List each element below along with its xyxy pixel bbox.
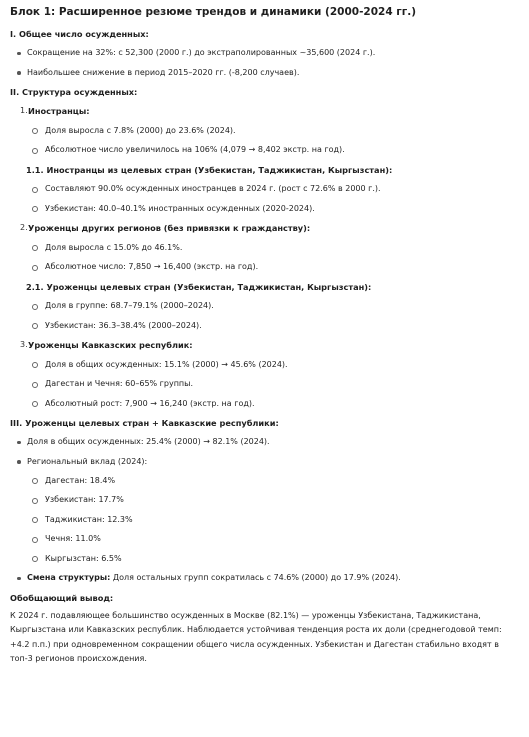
subsection-2-1 xyxy=(18,282,519,331)
list-item: Дагестан и Чечня: 60–65% группы. xyxy=(28,379,519,389)
list-item: Наибольшее снижение в период 2015–2020 гг. (-8,200 случаев). xyxy=(10,68,519,78)
section-2-title: II. Структура осужденных: xyxy=(10,87,138,97)
sub-list xyxy=(28,243,519,273)
numbered-item-foreigners xyxy=(10,106,519,155)
section-3-title: III. Уроженцы целевых стран + Кавказские республики: xyxy=(10,418,279,428)
document-title: Блок 1: Расширенное резюме трендов и динамики (2000-2024 гг.) xyxy=(10,6,417,18)
section-1-list xyxy=(10,48,519,78)
section-1-title: I. Общее число осужденных: xyxy=(10,29,149,39)
list-item: Дагестан: 18.4% xyxy=(28,476,519,486)
structure-change-list xyxy=(10,573,519,583)
section-3-list xyxy=(10,437,519,467)
list-item: Абсолютное число увеличилось на 106% (4,079 → 8,402 экстр. на год). xyxy=(28,145,519,155)
subsection-heading: 2.1. Уроженцы целевых стран (Узбекистан, Таджикистан, Кыргызстан): xyxy=(26,281,372,292)
numbered-item-label: Иностранцы: xyxy=(28,106,90,116)
structure-change-label: Смена структуры: xyxy=(27,573,111,582)
numbered-item-other-regions xyxy=(10,223,519,272)
list-item: Абсолютный рост: 7,900 → 16,240 (экстр. на год). xyxy=(28,399,519,409)
list-number: 3. xyxy=(20,340,28,349)
list-item: Доля в общих осужденных: 15.1% (2000) → 45.6% (2024). xyxy=(28,360,519,370)
list-item: Региональный вклад (2024): xyxy=(10,457,519,467)
summary-title: Обобщающий вывод: xyxy=(10,592,114,603)
subsection-heading: 1.1. Иностранцы из целевых стран (Узбекистан, Таджикистан, Кыргызстан): xyxy=(26,164,393,175)
sub-list xyxy=(18,301,519,331)
subsection-1-1 xyxy=(18,165,519,214)
numbered-item-caucasus xyxy=(10,340,519,409)
summary-text: К 2024 г. подавляющее большинство осужденных в Москве (82.1%) — уроженцы Узбекистана, Таджикистана, Кыргызстана или Кавказских республик. Наблюдается устойчивая тенденция роста их доли (среднегодовой темп: +4.2 п.п.) при одновременном сокращении общего числа осужденных. Узбекистан и Дагестан стабильно входят в топ-3 регионов происхождения. xyxy=(10,610,502,663)
list-item: Доля в группе: 68.7–79.1% (2000–2024). xyxy=(28,301,519,311)
list-item: Узбекистан: 17.7% xyxy=(28,495,519,505)
list-item: Доля в общих осужденных: 25.4% (2000) → 82.1% (2024). xyxy=(10,437,519,447)
list-item: Абсолютное число: 7,850 → 16,400 (экстр. на год). xyxy=(28,262,519,272)
list-item: Кыргызстан: 6.5% xyxy=(28,554,519,564)
sub-list xyxy=(28,360,519,409)
numbered-item-label: Уроженцы других регионов (без привязки к гражданству): xyxy=(28,223,311,233)
list-item: Доля выросла с 15.0% до 46.1%. xyxy=(28,243,519,253)
list-item: Доля выросла с 7.8% (2000) до 23.6% (2024). xyxy=(28,126,519,136)
list-item: Узбекистан: 40.0–40.1% иностранных осужденных (2020-2024). xyxy=(28,204,519,214)
list-number: 2. xyxy=(20,223,28,232)
list-item xyxy=(10,573,519,583)
list-item: Сокращение на 32%: с 52,300 (2000 г.) до экстраполированных ~35,600 (2024 г.). xyxy=(10,48,519,58)
list-item: Составляют 90.0% осужденных иностранцев в 2024 г. (рост с 72.6% в 2000 г.). xyxy=(28,184,519,194)
list-item: Чечня: 11.0% xyxy=(28,534,519,544)
sub-list xyxy=(18,184,519,214)
regional-list xyxy=(10,476,519,564)
numbered-item-label: Уроженцы Кавказских республик: xyxy=(28,340,193,350)
list-item: Узбекистан: 36.3–38.4% (2000–2024). xyxy=(28,321,519,331)
structure-change-text: Доля остальных групп сократилась с 74.6% (2000) до 17.9% (2024). xyxy=(110,573,401,582)
list-number: 1. xyxy=(20,106,28,115)
sub-list xyxy=(28,126,519,156)
list-item: Таджикистан: 12.3% xyxy=(28,515,519,525)
